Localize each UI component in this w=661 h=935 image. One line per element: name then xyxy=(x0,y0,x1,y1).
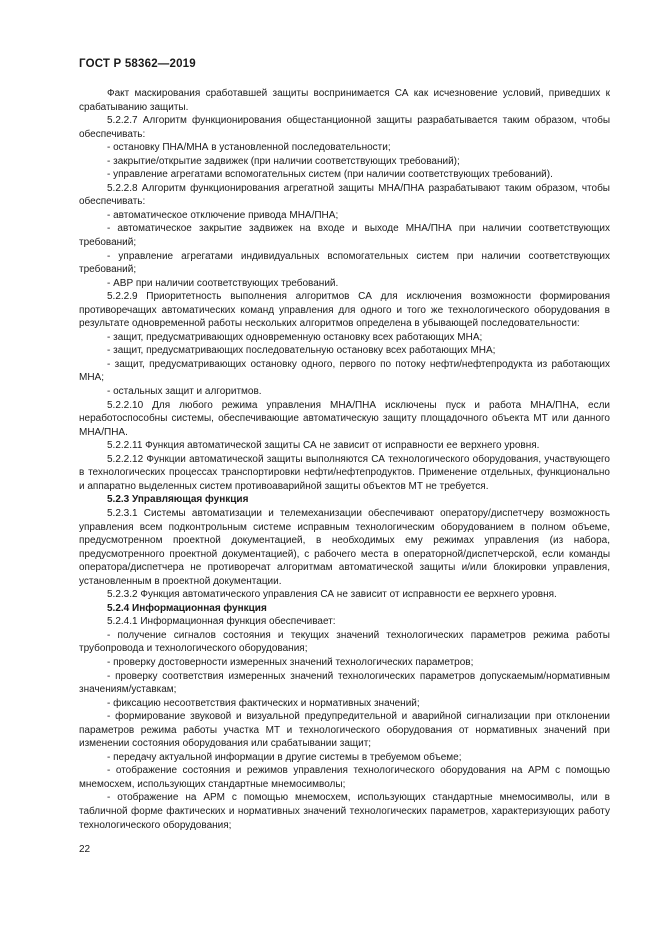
list-item: - отображение состояния и режимов управления технологического оборудования на АРМ с помощью мнемосхем, использующих стандартные мнемосимволы; xyxy=(79,765,610,790)
paragraph: 5.2.2.10 Для любого режима управления МНА/ПНА исключены пуск и работа МНА/ПНА, если неработоспособны системы, обеспечивающие автоматическую защиту площадочного объекта МТ или данного МНА/ПНА. xyxy=(79,399,610,438)
list-item: - формирование звуковой и визуальной предупредительной и аварийной сигнализации при отклонении параметров режима работы участка МТ и технологического оборудования от нормативных значений при изменении состояния оборудования или срабатывании защит; xyxy=(79,711,610,750)
document-header: ГОСТ Р 58362—2019 xyxy=(79,58,196,70)
list-item: - фиксацию несоответствия фактических и нормативных значений; xyxy=(107,697,420,709)
paragraph: 5.2.4.1 Информационная функция обеспечивает: xyxy=(107,616,336,628)
list-item: - проверку соответствия измеренных значений технологических параметров допускаемым/нормативным значениям/уставкам; xyxy=(79,670,610,696)
list-item: - АВР при наличии соответствующих требований. xyxy=(107,277,339,289)
paragraph: 5.2.3.2 Функция автоматического управления СА не зависит от исправности ее верхнего уровня. xyxy=(107,589,557,601)
paragraph: 5.2.2.9 Приоритетность выполнения алгоритмов СА для исключения возможности формирования противоречащих автоматических команд управления для одного и того же технологического оборудования в результате одновременной работы нескольких алгоритмов определена в убывающей последовательности: xyxy=(79,291,610,330)
paragraph: 5.2.2.12 Функции автоматической защиты выполняются СА технологического оборудования, участвующего в технологических процессах транспортировки нефти/нефтепродуктов. Применение отдельных, функционально и аппаратно выделенных систем противоаварийной защиты объектов МТ не требуется. xyxy=(79,453,610,492)
list-item: - защит, предусматривающих остановку одного, первого по потоку нефти/нефтепродукта из работающих МНА; xyxy=(79,358,610,384)
list-item: - автоматическое отключение привода МНА/ПНА; xyxy=(107,209,339,221)
paragraph: Факт маскирования сработавшей защиты воспринимается СА как исчезновение условий, приведших к срабатыванию защиты. xyxy=(79,88,610,113)
section-heading: 5.2.4 Информационная функция xyxy=(107,602,267,614)
list-item: - защит, предусматривающих последовательную остановку всех работающих МНА; xyxy=(107,345,496,357)
list-item: - закрытие/открытие задвижек (при наличии соответствующих требований); xyxy=(107,155,460,167)
section-heading: 5.2.3 Управляющая функция xyxy=(107,494,249,506)
list-item: - автоматическое закрытие задвижек на входе и выходе МНА/ПНА при наличии соответствующих требований; xyxy=(79,223,610,249)
list-item: - проверку достоверности измеренных значений технологических параметров; xyxy=(107,656,474,668)
paragraph: 5.2.3.1 Системы автоматизации и телемеханизации обеспечивают оператору/диспетчеру возможность управления всем подконтрольным системе исправным технологическим оборудованием в полном объеме, предусмотренном проектной документацией, в необходимых ему режимах управления (из набора, предусмотренного проектной документацией), с рабочего места в операторной/диспетчерской, если команды оператора/диспетчера не противоречат алгоритмам автоматической защиты и/или блокировки управления, установленным в проектной документации. xyxy=(79,507,610,587)
paragraph: 5.2.2.7 Алгоритм функционирования общестанционной защиты разрабатывается таким образом, чтобы обеспечивать: xyxy=(79,115,610,140)
list-item: - получение сигналов состояния и текущих значений технологических параметров режима работы трубопровода и технологического оборудования; xyxy=(79,629,610,655)
paragraph: 5.2.2.11 Функция автоматической защиты СА не зависит от исправности ее верхнего уровня. xyxy=(107,440,540,452)
list-item: - отображение на АРМ с помощью мнемосхем, использующих стандартные мнемосимволы, или в табличной форме фактических и нормативных значений технологических параметров, характеризующих работу технологического оборудования; xyxy=(79,792,610,831)
list-item: - управление агрегатами индивидуальных вспомогательных систем при наличии соответствующих требований; xyxy=(79,250,610,276)
paragraph: 5.2.2.8 Алгоритм функционирования агрегатной защиты МНА/ПНА разрабатывают таким образом, чтобы обеспечивать: xyxy=(79,182,610,208)
list-item: - защит, предусматривающих одновременную остановку всех работающих МНА; xyxy=(107,331,483,343)
list-item: - остальных защит и алгоритмов. xyxy=(107,386,262,398)
list-item: - остановку ПНА/МНА в установленной последовательности; xyxy=(107,142,391,154)
list-item: - управление агрегатами вспомогательных систем (при наличии соответствующих требований). xyxy=(107,169,553,181)
document-body xyxy=(79,87,610,832)
page-number: 22 xyxy=(79,844,91,855)
list-item: - передачу актуальной информации в другие системы в требуемом объеме; xyxy=(107,751,462,763)
